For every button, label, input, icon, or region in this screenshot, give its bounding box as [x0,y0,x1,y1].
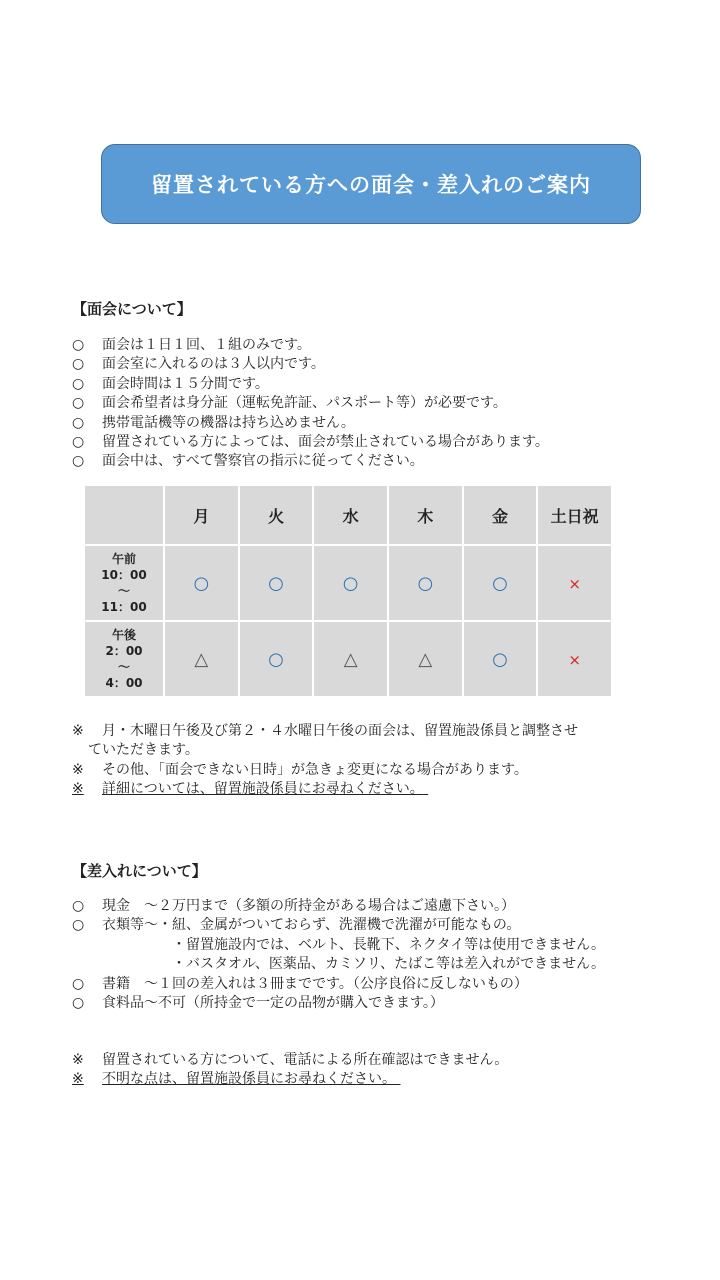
time-end: 4：00 [105,676,143,690]
visit-rule: ○ 面会室に入れるのは３人以内です。 [72,356,325,373]
visit-rule: ○ 面会は１日１回、１組のみです。 [72,337,311,353]
schedule-cell [313,621,388,697]
table-header-row [84,485,612,545]
available-mark: ○ [268,648,284,670]
delivery-rule: ○ 書籍 ～１回の差入れは３冊までです。（公序良俗に反しないもの） [72,975,528,992]
schedule-cell [463,621,538,697]
table-row [84,621,612,697]
time-slot-label: 午前 [111,552,136,566]
delivery-rules [72,897,605,1013]
schedule-cell [537,621,612,697]
available-mark: ○ [268,572,284,594]
schedule-cell [164,621,239,697]
schedule-cell [388,545,463,621]
visit-schedule-table [83,484,613,698]
visit-rule: ○ 面会時間は１５分間です。 [72,375,269,392]
schedule-cell [537,545,612,621]
delivery-rule-sub: ・留置施設内では、ベルト、長靴下、ネクタイ等は使用できません。 [172,936,606,953]
visit-heading: 【面会について】 [72,300,192,318]
schedule-cell [388,621,463,697]
time-tilde: ～ [117,584,130,598]
day-header: 月 [164,485,239,545]
schedule-cell [164,545,239,621]
visit-rule: ○ 面会中は、すべて警察官の指示に従ってください。 [72,453,424,470]
available-mark: ○ [492,572,508,594]
note-line: ※ その他、「面会できない日時」が急きょ変更になる場合があります。 [72,761,528,778]
available-mark: ○ [342,572,359,594]
unavailable-mark: × [568,574,581,593]
time-end: 11：00 [101,600,147,614]
note-line: ※ 留置されている方について、電話による所在確認はできません。 [72,1052,509,1068]
conditional-mark: △ [418,648,433,670]
day-header: 金 [463,485,538,545]
visit-rule: ○ 携帯電話機等の機器は持ち込めません。 [72,414,355,431]
day-header: 水 [313,485,388,545]
title-banner [101,144,641,224]
visit-rule: ○ 留置されている方によっては、面会が禁止されている場合があります。 [72,434,549,451]
page-title: 留置されている方への面会・差入れのご案内 [151,173,591,197]
available-mark: ○ [417,572,434,594]
visit-rule: ○ 面会希望者は身分証（運転免許証、パスポート等）が必要です。 [72,395,507,412]
time-slot-label: 午後 [111,628,136,642]
table-row [84,545,612,621]
visit-rules [72,336,549,472]
schedule-cell [313,545,388,621]
time-start: 10：00 [101,568,147,582]
time-slot-cell [84,545,164,621]
conditional-mark: △ [194,648,209,670]
note-line: ※ 月・木曜日午後及び第２・４水曜日午後の面会は、留置施設係員と調整させ [72,723,578,739]
delivery-heading: 【差入れについて】 [72,862,207,880]
schedule-cell [463,545,538,621]
available-mark: ○ [193,572,210,594]
delivery-rule: ○ 現金 ～２万円まで（多額の所持金がある場合はご遠慮下さい。） [72,898,515,914]
available-mark: ○ [492,648,508,670]
conditional-mark: △ [343,648,358,670]
day-header: 木 [388,485,463,545]
time-slot-cell [84,621,164,697]
note-line-underlined: ※ 不明な点は、留置施設係員にお尋ねください。 [72,1071,396,1088]
delivery-rule: ○ 衣類等～・紐、金属がついておらず、洗濯機で洗濯が可能なもの。 [72,917,521,934]
delivery-rule-sub: ・バスタオル、医薬品、カミソリ、たばこ等は差入れができません。 [172,956,606,973]
visit-notes [72,722,578,800]
final-notes [72,1051,508,1090]
delivery-rule: ○ 食料品～不可（所持金で一定の品物が購入できます。） [72,995,444,1012]
time-tilde: ～ [117,660,130,674]
note-line-continued: ていただきます。 [88,742,199,759]
day-header: 火 [239,485,314,545]
schedule-cell [239,545,314,621]
time-start: 2：00 [105,644,143,658]
unavailable-mark: × [568,650,581,669]
note-line-underlined: ※ 詳細については、留置施設係員にお尋ねください。 [72,781,424,798]
corner-cell [84,485,164,545]
day-header: 土日祝 [537,485,612,545]
schedule-cell [239,621,314,697]
